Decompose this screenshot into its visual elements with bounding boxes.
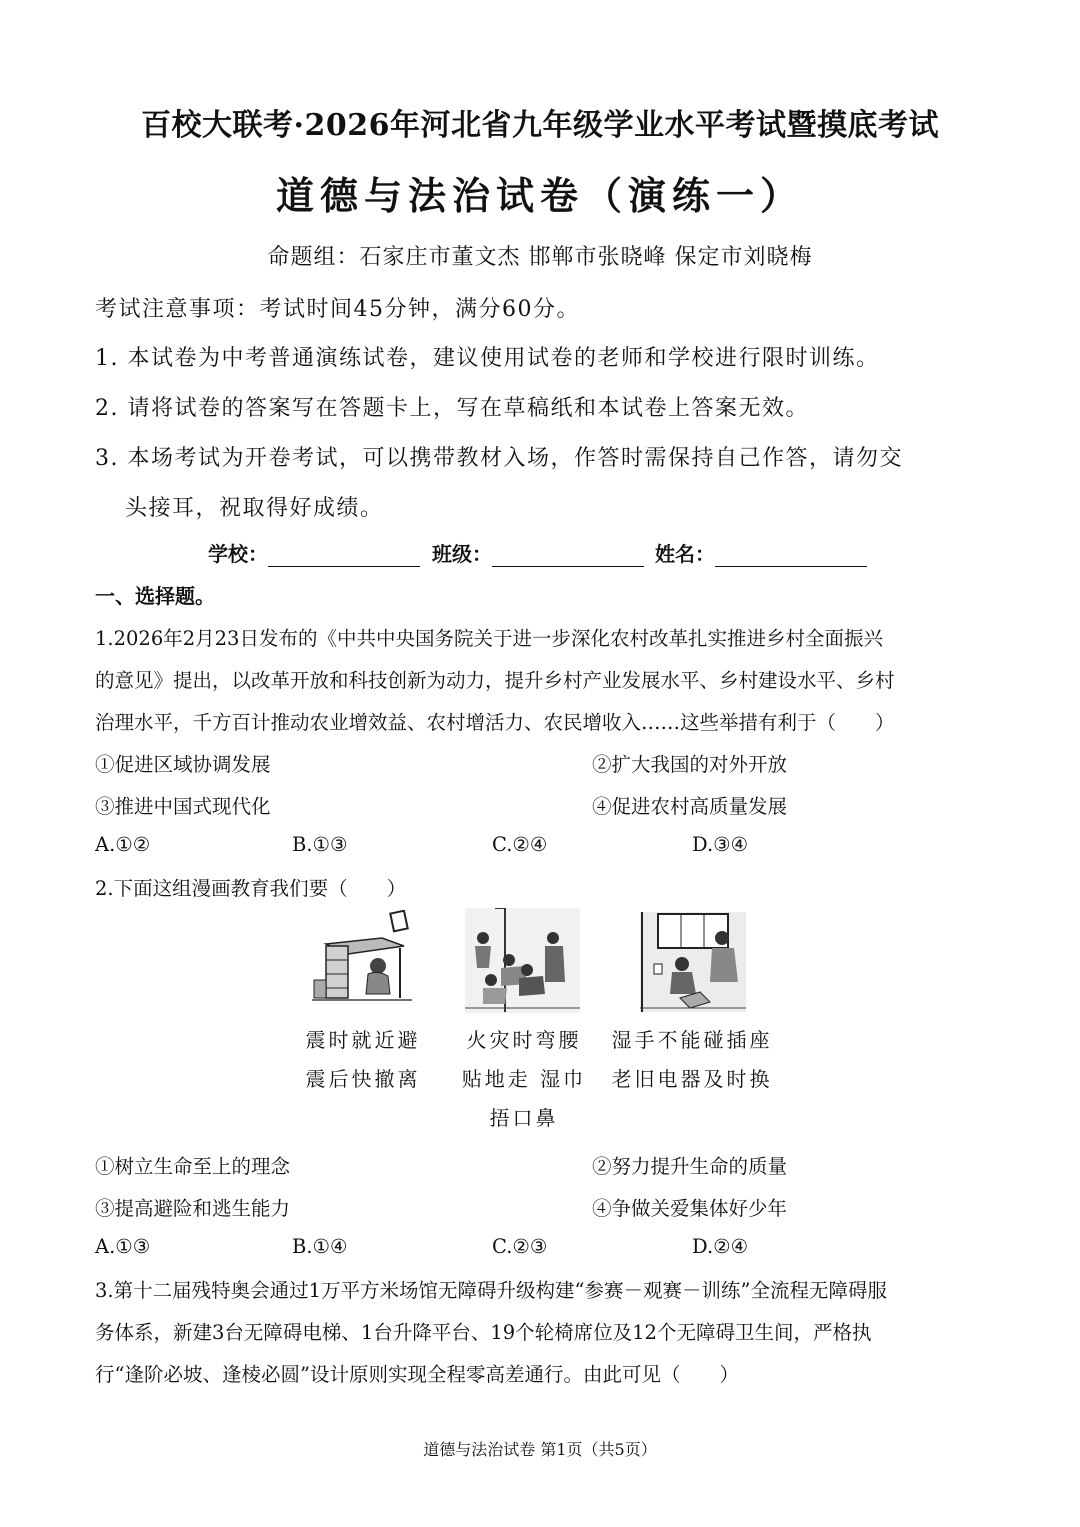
cartoon-2-caption-line2: 贴地走 湿巾: [461, 1067, 587, 1091]
q1-stem-line3: 治理水平，千方百计推动农业增效益、农村增活力、农民增收入……这些举措有利于（ ）: [95, 711, 895, 734]
cartoon-1-caption-line1: 震时就近避: [305, 1028, 421, 1052]
q3-stem-line1: 3.第十二届残特奥会通过1万平方米场馆无障碍升级构建“参赛－观赛－训练”全流程无障碍服: [95, 1279, 887, 1302]
name-field[interactable]: [655, 538, 867, 567]
note-1: 1. 本试卷为中考普通演练试卷，建议使用试卷的老师和学校进行限时训练。: [95, 346, 880, 371]
name-blank[interactable]: [715, 544, 867, 567]
q2-stem: 2.下面这组漫画教育我们要（ ）: [95, 877, 407, 900]
authors-line: 命题组：石家庄市董文杰 邯郸市张晓峰 保定市刘晓梅: [267, 245, 813, 270]
cartoon-electrical-safety-image: [640, 912, 746, 1012]
note-3-continued: 头接耳，祝取得好成绩。: [125, 496, 384, 521]
page-footer: 道德与法治试卷 第1页（共5页）: [423, 1440, 657, 1459]
q1-choice-d[interactable]: D.③④: [692, 833, 749, 856]
q2-statement-3: ③提高避险和逃生能力: [95, 1197, 291, 1220]
class-blank[interactable]: [492, 544, 644, 567]
exam-notes-intro: 考试注意事项：考试时间45分钟，满分60分。: [95, 297, 580, 322]
cartoon-earthquake-image: [312, 910, 412, 1010]
cartoon-fire-escape-image: [465, 908, 580, 1013]
q1-statement-1: ①促进区域协调发展: [95, 753, 271, 776]
note-2: 2. 请将试卷的答案写在答题卡上，写在草稿纸和本试卷上答案无效。: [95, 396, 809, 421]
q3-stem-line3: 行“逢阶必坡、逢棱必圆”设计原则实现全程零高差通行。由此可见（ ）: [95, 1363, 739, 1386]
cartoon-2-caption-line3: 捂口鼻: [489, 1106, 559, 1130]
school-blank[interactable]: [268, 544, 420, 567]
cartoon-3-caption-line2: 老旧电器及时换: [611, 1067, 773, 1091]
cartoon-2-caption-line1: 火灾时弯腰: [466, 1028, 582, 1052]
q2-statement-4: ④争做关爱集体好少年: [592, 1197, 788, 1220]
cartoon-1-caption-line2: 震后快撤离: [305, 1067, 421, 1091]
cartoon-3-caption-line1: 湿手不能碰插座: [611, 1028, 773, 1052]
name-label: 姓名：: [655, 542, 715, 566]
q2-statement-1: ①树立生命至上的理念: [95, 1155, 291, 1178]
q3-stem-line2: 务体系，新建3台无障碍电梯、1台升降平台、19个轮椅席位及12个无障碍卫生间，严格执: [95, 1321, 872, 1344]
school-field[interactable]: [208, 538, 420, 567]
q2-choice-d[interactable]: D.②④: [692, 1235, 749, 1258]
q1-statement-3: ③推进中国式现代化: [95, 795, 271, 818]
note-3: 3. 本场考试为开卷考试，可以携带教材入场，作答时需保持自己作答，请勿交: [95, 446, 903, 471]
paper-subtitle: 道德与法治试卷（演练一）: [275, 173, 804, 218]
section-heading-choice: 一、选择题。: [95, 584, 215, 608]
q2-choice-a[interactable]: A.①③: [95, 1235, 151, 1258]
school-label: 学校：: [208, 542, 268, 566]
q1-statement-4: ④促进农村高质量发展: [592, 795, 788, 818]
class-label: 班级：: [432, 542, 492, 566]
q1-stem-line2: 的意见》提出，以改革开放和科技创新为动力，提升乡村产业发展水平、乡村建设水平、乡村: [95, 669, 895, 692]
q1-choice-c[interactable]: C.②④: [492, 833, 548, 856]
q1-stem-line1: 1.2026年2月23日发布的《中共中央国务院关于进一步深化农村改革扎实推进乡村全面振兴: [95, 627, 883, 650]
exam-title: 百校大联考·2026年河北省九年级学业水平考试暨摸底考试: [141, 108, 939, 143]
q2-choice-c[interactable]: C.②③: [492, 1235, 548, 1258]
class-field[interactable]: [432, 538, 644, 567]
q1-choice-b[interactable]: B.①③: [292, 833, 348, 856]
q1-statement-2: ②扩大我国的对外开放: [592, 753, 788, 776]
q2-choice-b[interactable]: B.①④: [292, 1235, 348, 1258]
q1-choice-a[interactable]: A.①②: [95, 833, 151, 856]
q2-statement-2: ②努力提升生命的质量: [592, 1155, 788, 1178]
